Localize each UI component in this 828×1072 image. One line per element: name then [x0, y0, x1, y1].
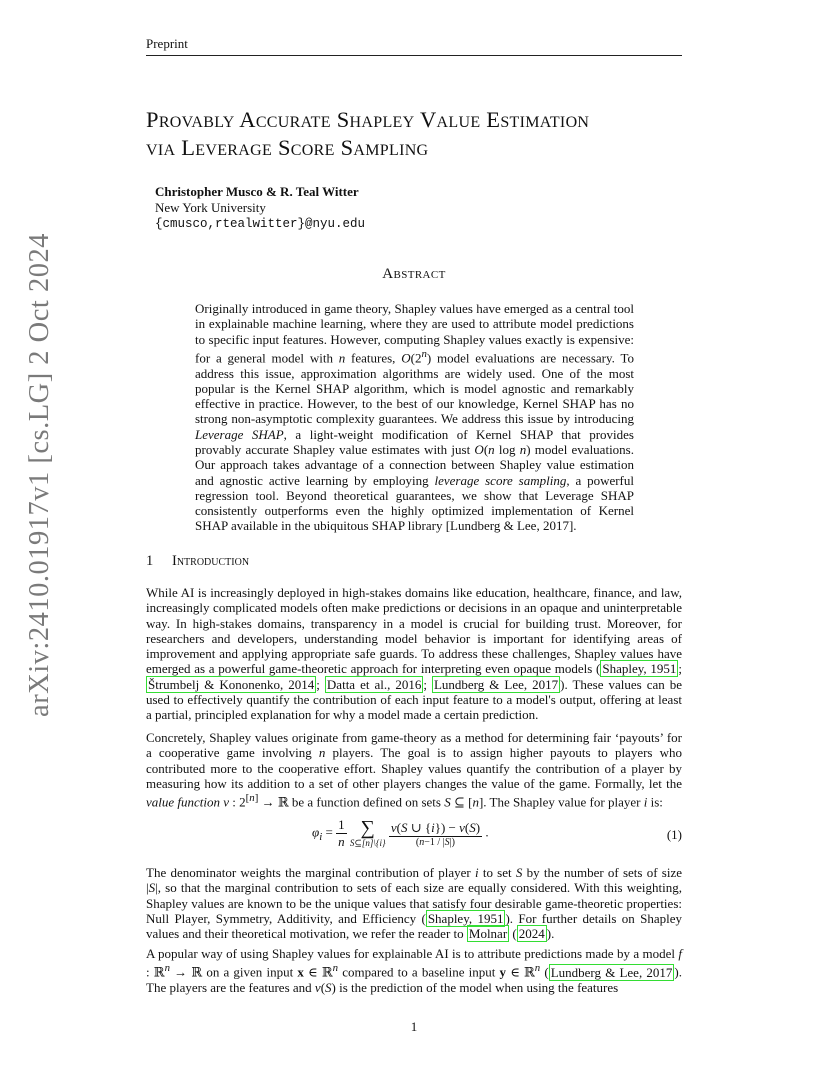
- paragraph-text: (: [540, 964, 549, 980]
- intro-paragraph-3: The denominator weights the marginal contribution of player i to set S by the number of sets of size |S|, so that the marginal contribution to sets of each size are equally considered. With this weighting, Shapley values are known to be the unique values that satisfy four desirable game-theoretic properties: Null Player, Symmetry, Additivity, and Efficiency ( Shapley, 1951 ). For further details on Shapley values and their theoretical motivation, we refer the reader to Molnar ( 2024 ).: [146, 865, 682, 942]
- math-complexity-approx: O: [474, 442, 484, 457]
- author-names: Christopher Musco & R. Teal Witter: [155, 184, 359, 199]
- section-heading: [146, 553, 249, 570]
- math-i: i: [643, 794, 648, 810]
- math-complexity-exact: O: [401, 350, 411, 366]
- equation-shapley: [146, 817, 682, 857]
- paragraph-text: , so that the marginal contribution to sets of each size are equally considered. With this weighting, Shapley values are known to be the unique values that satisfy four desirable game-theoretic properties: Null Player, Symmetry, Additivity, and Efficiency (: [146, 880, 682, 926]
- citation-link[interactable]: 2024: [518, 926, 545, 942]
- paragraph-text: by the number of sets of size: [522, 865, 682, 880]
- math-model-def: f: [678, 946, 682, 961]
- math-i: i: [474, 865, 479, 880]
- equation-body: $\varphi_i$ = $\frac{1}{n}$ ∑ S⊆[n]\{i} $\frac{v(S \cup \{i\}) - v(S)}{(n-1 / |S|)}$ .: [312, 817, 489, 849]
- term-value-function: value function: [146, 794, 221, 810]
- paragraph-text: .: [551, 926, 555, 942]
- paragraph-text: The denominator weights the marginal contribution of player: [146, 865, 475, 880]
- intro-paragraph-2: Concretely, Shapley values originate from game-theory as a method for determining fair ‘payouts’ for a cooperative game involving n players. The goal is to assign higher payouts to players who contributed more to the cooperative effort. Shapley values quantify the contribution of a player by measuring how its addition to a set of other players changes the value of the game. Formally, let the value function v : 2[n] → ℝ be a function defined on sets S ⊆ [n]. The Shapley value for player i is:: [146, 730, 682, 810]
- paragraph-text: ). The players are the features and: [146, 964, 682, 995]
- author-block: [155, 184, 365, 232]
- paragraph-text: ). These values can be used to effectively quantify the contribution of each input feature to a model's output, offering at least a partial, principled explanation for why a model made a certain prediction.: [146, 676, 683, 723]
- paper-title: [146, 106, 706, 162]
- math-n: n: [338, 350, 346, 366]
- author-affiliation: New York University: [155, 200, 266, 215]
- paragraph-text: is the prediction of the model when using the features: [335, 979, 619, 995]
- arxiv-identifier: arXiv:2410.01917v1 [cs.LG] 2 Oct 2024: [24, 233, 55, 717]
- technique-name: leverage score sampling: [434, 472, 567, 488]
- abstract-heading: Abstract: [382, 266, 446, 282]
- paragraph-text: compared to a baseline input: [338, 964, 500, 980]
- citation-link[interactable]: Lundberg & Lee, 2017: [433, 676, 559, 692]
- paragraph-text: . The Shapley value for player: [483, 794, 644, 810]
- intro-paragraph-1: While AI is increasingly deployed in high-stakes domains like education, healthcare, finance, and law, increasingly complicated models often make predictions or decisions in an opaque and uninterpretable way. In high-stakes domains, transparency in a model is crucial for building trust. Moreover, for researchers and developers, understanding model behavior is important for identifying areas of improvement and applying appropriate safe guards. To address these challenges, Shapley values have emerged as a powerful game-theoretic approach for interpreting even opaque models ( Shapley, 1951 ; Štrumbelj & Kononenko, 2014 ; Datta et al., 2016 ; Lundberg & Lee, 2017 ). These values can be used to effectively quantify the contribution of each input feature to a model's output, offering at least a partial, principled explanation for why a model made a certain prediction.: [146, 585, 683, 723]
- arxiv-sidebar: [20, 233, 60, 717]
- paragraph-text: A popular way of using Shapley values for explainable AI is to attribute predictions made by a model: [146, 946, 679, 961]
- abstract-text: features,: [345, 350, 402, 366]
- citation-link[interactable]: Štrumbelj & Kononenko, 2014: [148, 676, 315, 692]
- paragraph-text: on a given input: [202, 964, 298, 980]
- citation-link[interactable]: Shapley, 1951: [427, 910, 504, 926]
- abstract-body: Originally introduced in game theory, Shapley values have emerged as a central tool in explainable machine learning, where they are used to attribute model predictions to specific input features. However, computing Shapley values exactly is expensive: for a general model with n features, O(2$^n$) model evaluations are necessary. To address this issue, approximation algorithms are widely used. One of the most popular is the Kernel SHAP algorithm, which is model agnostic and remarkably effective in practice. However, to the best of our knowledge, Kernel SHAP has no strong non-asymptotic complexity guarantees. We address this issue by introducing Leverage SHAP, a light-weight modification of Kernel SHAP that provides provably accurate Shapley value estimates with just O(n log n) model evaluations. Our approach takes advantage of a connection between Shapley value estimation and agnostic active learning by employing leverage score sampling, a powerful regression tool. Beyond theoretical guarantees, we show that Leverage SHAP consistently outperforms even the highly optimized implementation of Kernel SHAP available in the ubiquitous SHAP library [Lundberg & Lee, 2017].: [195, 301, 634, 534]
- author-email: {cmusco,rtealwitter}@nyu.edu: [155, 217, 366, 231]
- running-header: [146, 36, 682, 56]
- abstract-text: Originally introduced in game theory, Shapley values have emerged as a central tool in explainable machine learning, where they are used to attribute model predictions to specific input features. However, computing Shapley values exactly is expensive: for a general model with: [195, 301, 634, 366]
- section-title: Introduction: [172, 553, 250, 569]
- abstract-text: model evaluations are necessary. To address this issue, approximation algorithms are widely used. One of the most popular is the Kernel SHAP algorithm, which is model agnostic and remarkably effective in practice. However, to the best of our knowledge, Kernel SHAP has no strong non-asymptotic complexity guarantees. We address this issue by introducing: [195, 350, 634, 427]
- math-S: S: [515, 865, 523, 880]
- math-subset: S: [444, 794, 451, 810]
- abstract-text: , a light-weight modification of Kernel SHAP that provides provably accurate Shapley value estimates with just: [195, 426, 634, 457]
- paragraph-text: ). For further details on Shapley values and their theoretical motivation, we refer the reader to: [146, 910, 682, 942]
- abstract-text: model evaluations. Our approach takes advantage of a connection between Shapley value estimation and agnostic active learning by employing: [195, 442, 634, 488]
- paragraph-text: to set: [478, 865, 516, 880]
- paragraph-text: is:: [647, 794, 663, 810]
- math-vS: v: [314, 979, 321, 995]
- title-line-2: via Leverage Score Sampling: [146, 135, 429, 160]
- section-number: 1: [146, 553, 154, 569]
- citation-link[interactable]: Datta et al., 2016: [326, 676, 422, 692]
- header-label: Preprint: [146, 36, 188, 51]
- math-n: n: [318, 745, 326, 761]
- page-number: 1: [410, 1019, 418, 1034]
- equation-number: (1): [666, 827, 682, 842]
- citation-link[interactable]: Shapley, 1951: [602, 661, 677, 677]
- math-value-function-def: v: [223, 794, 230, 810]
- abstract-text: , a powerful regression tool. Beyond theoretical guarantees, we show that Leverage SHAP consistently outperforms even the highly optimized implementation of Kernel SHAP available in the ubiquitous SHAP library [Lundberg & Lee, 2017].: [195, 472, 634, 534]
- paragraph-text: While AI is increasingly deployed in high-stakes domains like education, healthcare, finance, and law, increasingly complicated models often make predictions or decisions in an opaque and uninterpretable way. In high-stakes domains, transparency in a model is crucial for building trust. Moreover, for researchers and developers, understanding model behavior is important for identifying areas of improvement and applying appropriate safe guards. To address these challenges, Shapley values have emerged as a powerful game-theoretic approach for interpreting even opaque models (: [146, 585, 682, 677]
- paragraph-text: Concretely, Shapley values originate from game-theory as a method for determining fair ‘payouts’ for a cooperative game involving: [146, 730, 682, 761]
- paragraph-text: players. The goal is to assign higher payouts to players who contributed more to the cooperative effort. Shapley values quantify the contribution of a player by measuring how its addition to a set of other players changes the value of the game. Formally, let the: [146, 745, 682, 791]
- title-line-1: Provably Accurate Shapley Value Estimation: [146, 107, 590, 132]
- paragraph-text: be a function defined on sets: [288, 794, 445, 810]
- citation-link[interactable]: Lundberg & Lee, 2017: [550, 964, 673, 980]
- citation-link[interactable]: Molnar: [468, 926, 508, 942]
- intro-paragraph-4: A popular way of using Shapley values for explainable AI is to attribute predictions made by a model f : ℝ$^n$ → ℝ on a given input x ∈ ℝ$^n$ compared to a baseline input y ∈ ℝ$^n$ ( Lundberg & Lee, 2017 ). The players are the features and v(S) is the prediction of the model when using the features: [146, 946, 682, 995]
- method-name: Leverage SHAP: [195, 426, 284, 442]
